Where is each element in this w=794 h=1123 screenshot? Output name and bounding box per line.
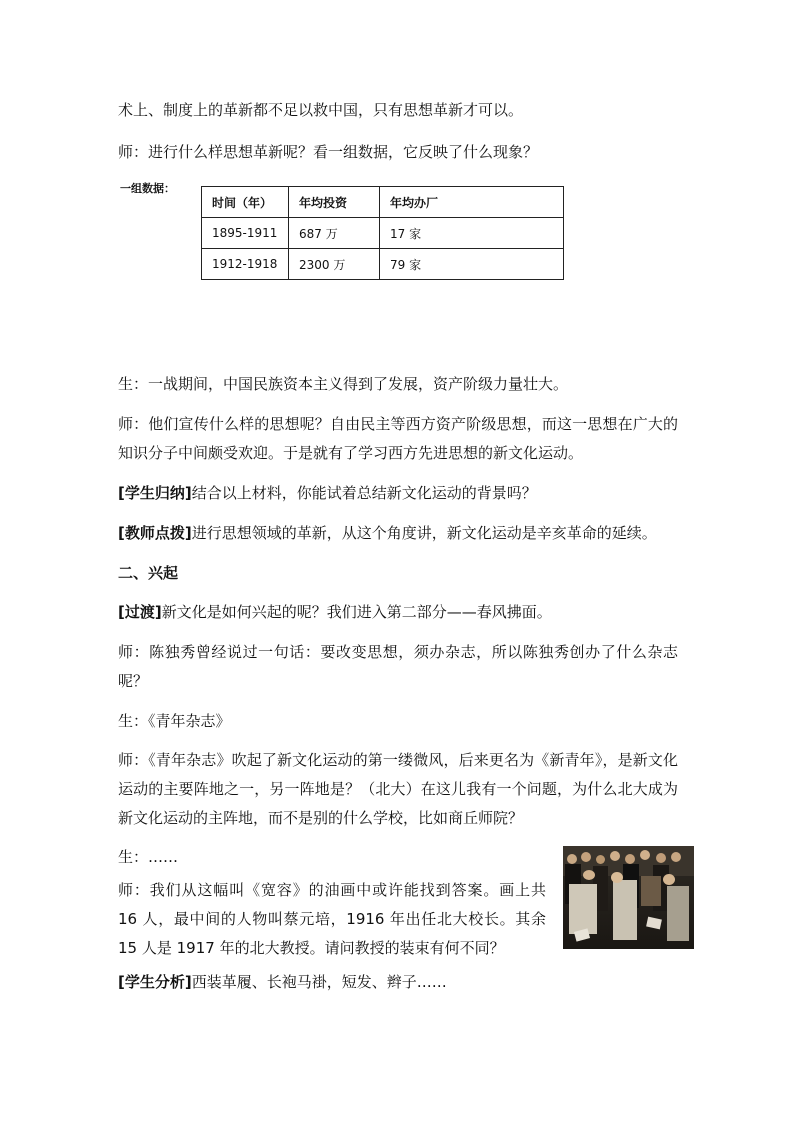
oil-painting-image xyxy=(563,846,694,949)
table-cell: 79 家 xyxy=(380,249,564,280)
paragraph-student-answer: 生：一战期间，中国民族资本主义得到了发展，资产阶级力量壮大。 xyxy=(118,375,569,393)
paragraph-teacher-magazine: 师：陈独秀曾经说过一句话：要改变思想，须办杂志，所以陈独秀创办了什么杂志呢？ xyxy=(118,643,678,690)
table-header-cell: 时间（年） xyxy=(202,187,289,218)
paragraph-teacher-question: 师：进行什么样思想革新呢？看一组数据，它反映了什么现象？ xyxy=(118,143,539,161)
section-heading: 二、兴起 xyxy=(118,564,179,582)
table-cell: 17 家 xyxy=(380,218,564,249)
section-tag: [学生归纳] xyxy=(118,484,192,502)
paragraph-student-magazine: 生：《青年杂志》 xyxy=(118,712,231,730)
paragraph-teacher-painting: 师：我们从这幅叫《宽容》的油画中或许能找到答案。画上共 16 人，最中间的人物叫蔡元培，1916 年出任北大校长。其余 15 人是 1917 年的北大教授。请问教授的装束有何不同？ xyxy=(118,881,546,957)
paragraph-intro: 术上、制度上的革新都不足以救中国，只有思想革新才可以。 xyxy=(118,101,524,119)
table-cell: 1895-1911 xyxy=(202,218,289,249)
table-header-row xyxy=(202,187,564,218)
paragraph-text: 新文化是如何兴起的呢？我们进入第二部分——春风拂面。 xyxy=(161,603,552,621)
data-table xyxy=(201,186,564,280)
section-tag: [教师点拨] xyxy=(118,524,192,542)
section-tag: [学生分析] xyxy=(118,973,192,991)
paragraph-transition xyxy=(118,598,678,627)
table-header-cell: 年均投资 xyxy=(289,187,380,218)
table-cell: 687 万 xyxy=(289,218,380,249)
data-table-label: 一组数据： xyxy=(120,182,175,195)
paragraph-text: 结合以上材料，你能试着总结新文化运动的背景吗？ xyxy=(191,484,537,502)
table-row xyxy=(202,218,564,249)
paragraph-teacher-guidance xyxy=(118,519,678,548)
section-tag: [过渡] xyxy=(118,603,162,621)
paragraph-student-summary xyxy=(118,479,678,508)
paragraph-student-analysis xyxy=(118,968,678,997)
paragraph-text: 西装革履、长袍马褂，短发、辫子…… xyxy=(191,973,447,991)
table-row xyxy=(202,249,564,280)
table-cell: 2300 万 xyxy=(289,249,380,280)
paragraph-teacher-ideas: 师：他们宣传什么样的思想呢？自由民主等西方资产阶级思想，而这一思想在广大的知识分子中间颇受欢迎。于是就有了学习西方先进思想的新文化运动。 xyxy=(118,415,678,462)
paragraph-student-ellipsis: 生：…… xyxy=(118,848,179,866)
paragraph-teacher-peking-university: 师：《青年杂志》吹起了新文化运动的第一缕微风，后来更名为《新青年》，是新文化运动的主要阵地之一，另一阵地是？（北大）在这儿我有一个问题，为什么北大成为新文化运动的主阵地，而不是别的什么学校，比如商丘师院？ xyxy=(118,751,678,827)
table-cell: 1912-1918 xyxy=(202,249,289,280)
paragraph-text: 进行思想领域的革新，从这个角度讲，新文化运动是辛亥革命的延续。 xyxy=(191,524,657,542)
table-header-cell: 年均办厂 xyxy=(380,187,564,218)
